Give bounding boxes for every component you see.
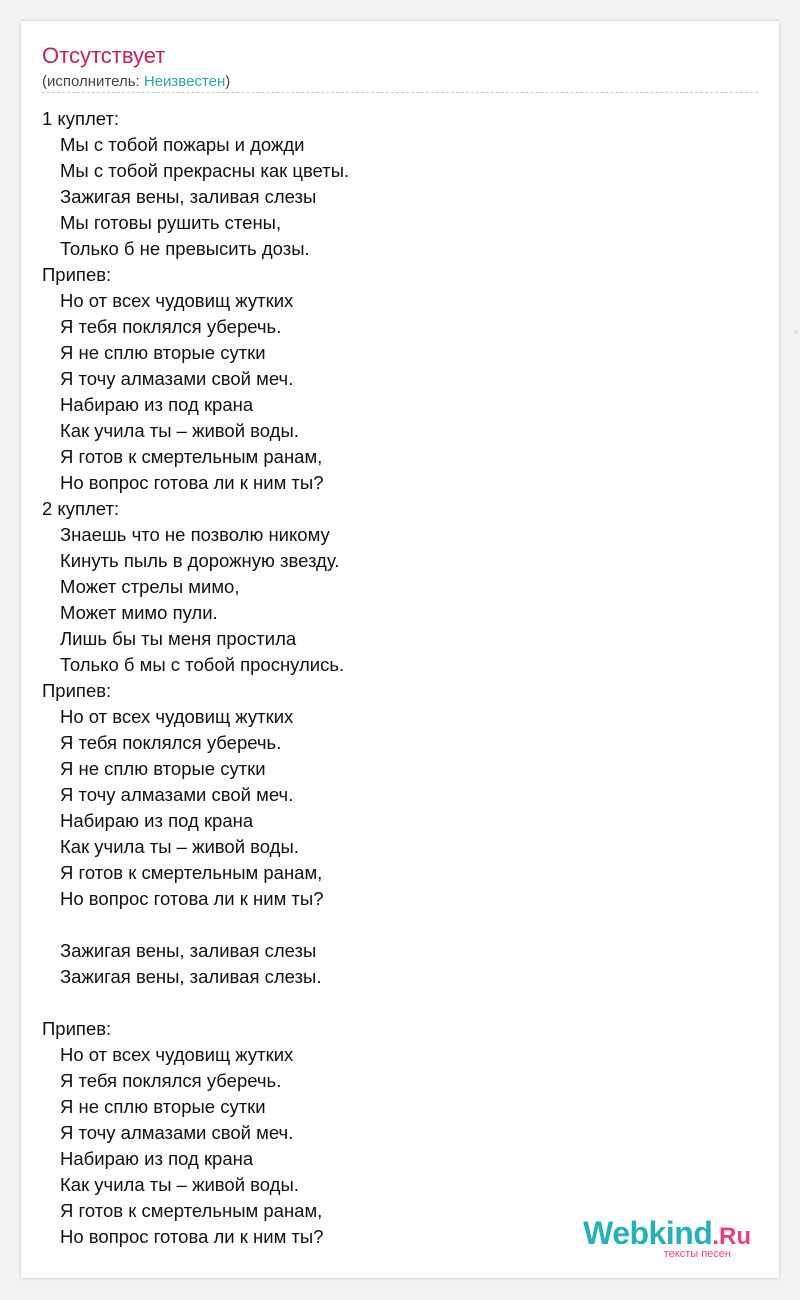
lyric-line: Я готов к смертельным ранам, — [60, 446, 323, 467]
artist-line — [42, 72, 230, 92]
lyric-blank-line — [42, 990, 758, 1016]
lyric-line: Зажигая вены, заливая слезы. — [60, 966, 322, 987]
lyric-line: Зажигая вены, заливая слезы — [60, 186, 317, 207]
lyric-line: Набираю из под крана — [60, 1148, 254, 1169]
lyric-line: Набираю из под крана — [60, 394, 254, 415]
lyric-line: Мы с тобой прекрасны как цветы. — [60, 160, 350, 181]
song-title: Отсутствует — [42, 43, 166, 68]
lyric-line: Но вопрос готова ли к ним ты? — [60, 888, 324, 909]
logo-tagline: тексты песен — [663, 1248, 731, 1260]
lyric-line: Кинуть пыль в дорожную звезду. — [60, 550, 340, 571]
lyrics-card — [21, 21, 779, 1278]
lyric-section-heading: Припев: — [42, 264, 112, 285]
lyric-line: Может мимо пули. — [60, 602, 218, 623]
artist-prefix: (исполнитель: — [42, 73, 144, 90]
lyric-line: Я не сплю вторые сутки — [60, 342, 266, 363]
lyric-section-heading: 1 куплет: — [42, 108, 120, 129]
lyric-line: Знаешь что не позволю никому — [60, 524, 330, 545]
lyric-line: Набираю из под крана — [60, 810, 254, 831]
lyric-section-heading: Припев: — [42, 1018, 112, 1039]
lyric-line: Но вопрос готова ли к ним ты? — [60, 472, 324, 493]
lyric-line: Я не сплю вторые сутки — [60, 1096, 266, 1117]
lyric-section-heading: 2 куплет: — [42, 498, 120, 519]
artist-link[interactable]: Неизвестен — [143, 73, 226, 90]
logo-brand: Webkind — [583, 1215, 713, 1251]
lyric-line: Но от всех чудовищ жутких — [60, 706, 294, 727]
lyric-line: Мы с тобой пожары и дожди — [60, 134, 305, 155]
lyric-section-heading: Припев: — [42, 680, 112, 701]
lyric-line: Только б не превысить дозы. — [60, 238, 310, 259]
lyric-line: Как учила ты – живой воды. — [60, 420, 299, 441]
lyric-line: Я не сплю вторые сутки — [60, 758, 266, 779]
lyric-line: Я тебя поклялся уберечь. — [60, 316, 282, 337]
lyric-line: Как учила ты – живой воды. — [60, 836, 299, 857]
lyric-line: Я точу алмазами свой меч. — [60, 368, 294, 389]
lyric-line: Но от всех чудовищ жутких — [60, 290, 294, 311]
lyric-line: Я готов к смертельным ранам, — [60, 862, 323, 883]
lyric-blank-line — [42, 912, 758, 938]
title-divider — [42, 92, 758, 93]
lyric-line: Зажигая вены, заливая слезы — [60, 940, 317, 961]
lyric-line: Я тебя поклялся уберечь. — [60, 1070, 282, 1091]
logo-tld: .Ru — [712, 1223, 751, 1250]
artist-suffix: ) — [225, 73, 231, 90]
lyric-line: Я готов к смертельным ранам, — [60, 1200, 323, 1221]
lyric-line: Я точу алмазами свой меч. — [60, 1122, 294, 1143]
lyrics-text — [42, 106, 758, 1250]
lyric-line: Может стрелы мимо, — [60, 576, 240, 597]
webkind-logo[interactable] — [551, 1216, 751, 1266]
lyric-line: Я тебя поклялся уберечь. — [60, 732, 282, 753]
lyric-line: Как учила ты – живой воды. — [60, 1174, 299, 1195]
lyric-line: Но вопрос готова ли к ним ты? — [60, 1226, 324, 1247]
lyric-line: Только б мы с тобой проснулись. — [60, 654, 345, 675]
scroll-marker — [794, 330, 798, 334]
lyric-line: Мы готовы рушить стены, — [60, 212, 282, 233]
lyric-line: Я точу алмазами свой меч. — [60, 784, 294, 805]
lyric-line: Но от всех чудовищ жутких — [60, 1044, 294, 1065]
lyric-line: Лишь бы ты меня простила — [60, 628, 297, 649]
